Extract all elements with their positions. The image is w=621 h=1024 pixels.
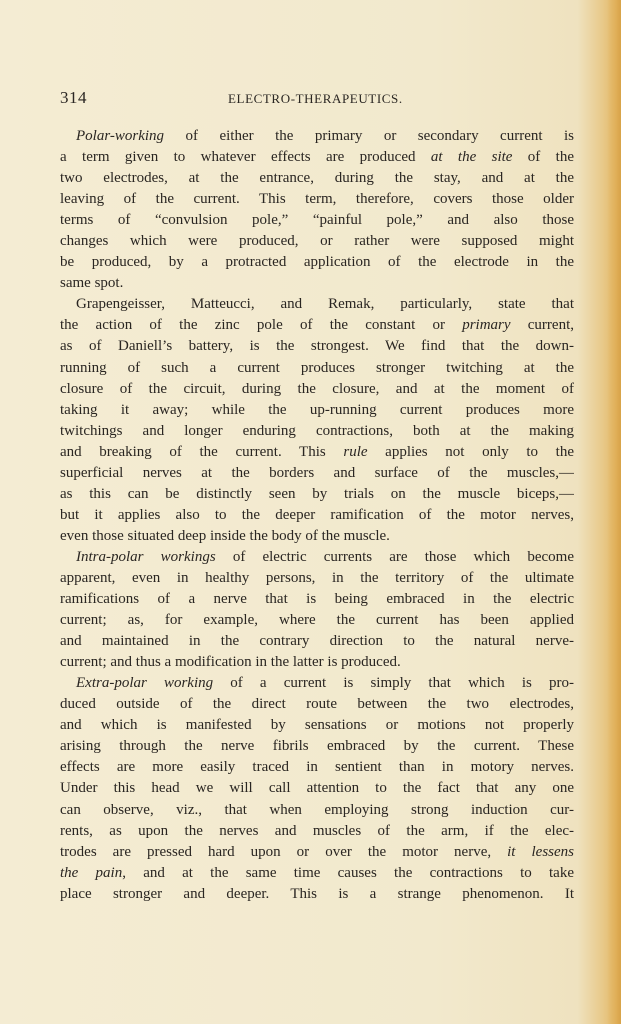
text-line: [60, 736, 574, 757]
text-run: arising through the nerve fibrils embraced by the current. These: [60, 738, 574, 755]
text-run: can observe, viz., that when employing strong induction cur-: [60, 801, 574, 818]
text-run: of the: [512, 149, 574, 166]
text-line: [60, 800, 574, 821]
text-line: [60, 168, 574, 189]
text-run: a term given to whatever effects are produced: [60, 149, 431, 166]
text-line: [60, 568, 574, 589]
text-line: [60, 610, 574, 631]
text-run: leaving of the current. This term, therefore, covers those older: [60, 191, 574, 208]
text-line: [60, 463, 574, 484]
italic-phrase: primary: [462, 317, 511, 334]
italic-phrase: the pain: [60, 864, 123, 881]
text-run: effects are more easily traced in sentient than in motory nerves.: [60, 759, 574, 776]
text-run: the action of the zinc pole of the constant or: [60, 317, 463, 334]
text-run: apparent, even in healthy persons, in the territory of the ultimate: [60, 569, 574, 586]
text-line: [60, 210, 574, 231]
text-run: Under this head we will call attention to the fact that any one: [60, 780, 574, 797]
text-line: [60, 694, 574, 715]
text-run: current; and thus a modification in the latter is produced.: [60, 654, 401, 671]
text-run: same spot.: [60, 275, 124, 292]
text-line: [60, 526, 574, 547]
italic-phrase: at the site: [430, 149, 513, 166]
text-run: ramifications of a nerve that is being embraced in the electric: [60, 591, 574, 608]
text-run: but it applies also to the deeper ramification of the motor nerves,: [60, 506, 574, 523]
text-run: and which is manifested by sensations or motions not properly: [60, 717, 574, 734]
italic-phrase: Extra-polar working: [76, 675, 214, 692]
text-line: [60, 631, 574, 652]
text-run: of either the primary or secondary current is: [164, 128, 574, 144]
running-title: ELECTRO-THERAPEUTICS.: [228, 91, 403, 106]
text-run: as this can be distinctly seen by trials on the muscle biceps,—: [60, 485, 574, 502]
page-edge-shading: [607, 0, 621, 1024]
text-run: closure of the circuit, during the closure, and at the moment of: [60, 380, 574, 397]
text-run: rents, as upon the nerves and muscles of the arm, if the elec-: [60, 822, 574, 839]
text-run: two electrodes, at the entrance, during the stay, and at the: [60, 170, 574, 187]
text-run: trodes are pressed hard upon or over the motor nerve,: [60, 843, 508, 860]
text-line: [60, 294, 574, 315]
text-line: [60, 842, 574, 863]
text-line: [60, 421, 574, 442]
text-run: duced outside of the direct route between the two electrodes,: [60, 696, 574, 713]
text-run: twitchings and longer enduring contractions, both at the making: [60, 422, 574, 439]
body-text: [60, 126, 574, 905]
text-run: of electric currents are those which become: [215, 548, 574, 565]
text-run: superficial nerves at the borders and surface of the muscles,—: [60, 464, 574, 481]
text-run: applies not only to the: [367, 443, 574, 460]
text-line: [60, 126, 574, 147]
text-line: [60, 884, 574, 905]
text-line: [60, 400, 574, 421]
text-line: [60, 652, 574, 673]
italic-phrase: it lessens: [507, 843, 574, 860]
text-line: [60, 589, 574, 610]
text-line: [60, 442, 574, 463]
text-run: taking it away; while the up-running current produces more: [60, 401, 574, 418]
page-number: 314: [60, 88, 87, 107]
text-run: even those situated deep inside the body of the muscle.: [60, 527, 390, 544]
text-line: [60, 505, 574, 526]
text-run: and breaking of the current. This: [60, 443, 344, 460]
page-header: [60, 88, 574, 110]
text-run: as of Daniell’s battery, is the strongest. We find that the down-: [60, 338, 574, 355]
text-line: [60, 715, 574, 736]
text-line: [60, 673, 574, 694]
italic-phrase: Polar-working: [76, 128, 165, 144]
text-run: place stronger and deeper. This is a strange phenomenon. It: [60, 885, 574, 902]
text-line: [60, 379, 574, 400]
text-line: [60, 821, 574, 842]
text-line: [60, 778, 574, 799]
text-line: [60, 336, 574, 357]
text-line: [60, 757, 574, 778]
text-run: and maintained in the contrary direction to the natural nerve-: [60, 633, 574, 650]
text-run: of a current is simply that which is pro-: [213, 675, 574, 692]
text-line: [60, 358, 574, 379]
text-run: running of such a current produces stronger twitching at the: [60, 359, 574, 376]
text-line: [60, 231, 574, 252]
text-line: [60, 147, 574, 168]
text-line: [60, 252, 574, 273]
text-run: be produced, by a protracted application of the electrode in the: [60, 254, 574, 271]
text-line: [60, 547, 574, 568]
text-run: , and at the same time causes the contractions to take: [122, 864, 574, 881]
italic-phrase: rule: [343, 443, 368, 460]
text-line: [60, 273, 574, 294]
italic-phrase: Intra-polar workings: [76, 548, 216, 565]
text-run: current; as, for example, where the current has been applied: [60, 612, 574, 629]
text-line: [60, 863, 574, 884]
text-line: [60, 315, 574, 336]
text-line: [60, 189, 574, 210]
text-run: current,: [510, 317, 574, 334]
text-line: [60, 484, 574, 505]
text-run: terms of “convulsion pole,” “painful pole,” and also those: [60, 212, 574, 229]
text-run: changes which were produced, or rather were supposed might: [60, 233, 574, 250]
text-run: Grapengeisser, Matteucci, and Remak, particularly, state that: [76, 296, 574, 313]
